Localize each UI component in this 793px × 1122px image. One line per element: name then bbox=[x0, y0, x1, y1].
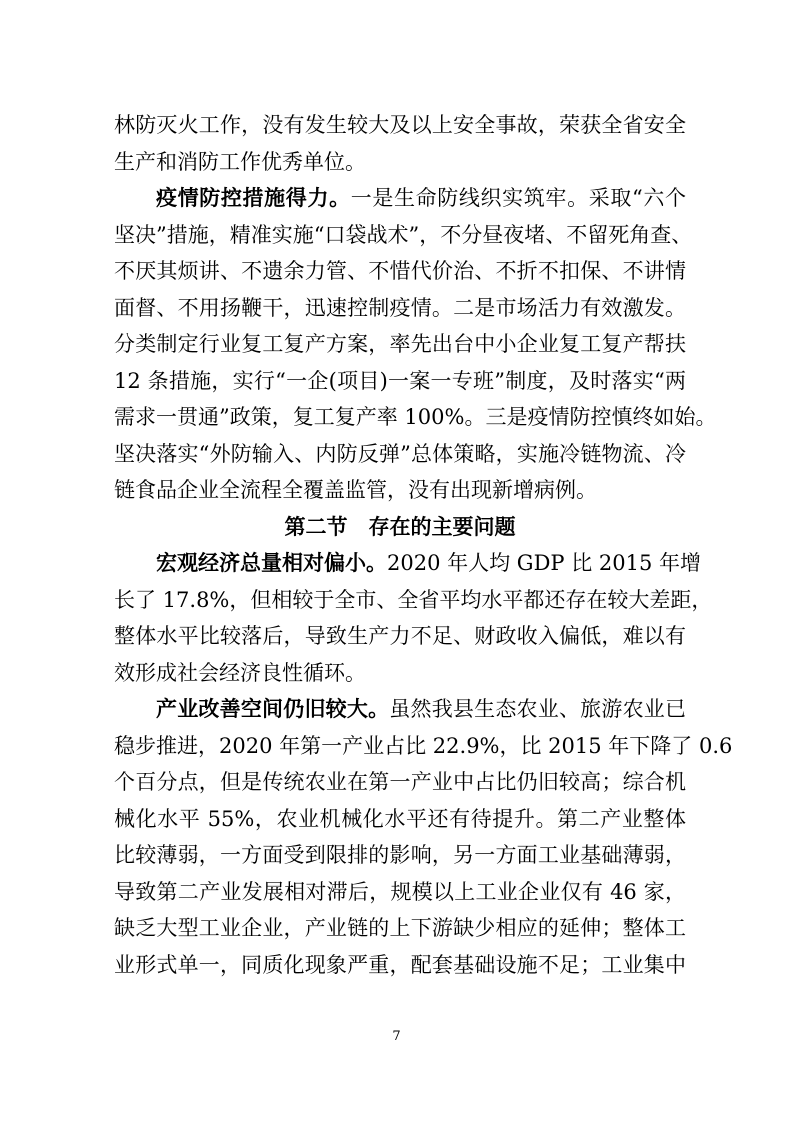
text-line: 整体水平比较落后，导致生产力不足、财政收入偏低，难以有 bbox=[114, 624, 686, 648]
text-line: 长了 17.8%，但相较于全市、全省平均水平都还存在较大差距， bbox=[114, 587, 713, 612]
text-line: 林防灭火工作，没有发生较大及以上安全事故，荣获全省安全 bbox=[114, 113, 686, 137]
text-line: 械化水平 55%，农业机械化水平还有待提升。第二产业整体 bbox=[114, 806, 686, 831]
text-line: 个百分点，但是传统农业在第一产业中占比仍旧较高；综合机 bbox=[114, 770, 686, 794]
paragraph-first-line bbox=[114, 696, 686, 723]
text-run: 2020 年人均 GDP 比 2015 年增 bbox=[387, 551, 702, 575]
text-line: 12 条措施，实行“一企(项目)一案一专班”制度，及时落实“两 bbox=[114, 368, 686, 393]
text-line: 坚决落实“外防输入、内防反弹”总体策略，实施冷链物流、冷 bbox=[114, 441, 686, 466]
text-line: 生产和消防工作优秀单位。 bbox=[114, 149, 366, 174]
paragraph-first-line bbox=[114, 185, 686, 212]
paragraph-heading: 疫情防控措施得力。 bbox=[156, 186, 351, 210]
document-page bbox=[114, 112, 733, 988]
text-line: 面督、不用扬鞭干，迅速控制疫情。二是市场活力有效激发。 bbox=[114, 295, 686, 320]
text-run: 一是生命防线织实筑牢。采取“六个 bbox=[350, 186, 686, 210]
text-line: 不厌其烦讲、不遗余力管、不惜代价治、不折不扣保、不讲情 bbox=[114, 259, 686, 283]
paragraph-heading: 宏观经济总量相对偏小。 bbox=[156, 551, 387, 575]
text-line: 稳步推进，2020 年第一产业占比 22.9%，比 2015 年下降了 0.6 bbox=[114, 733, 733, 758]
text-line: 分类制定行业复工复产方案，率先出台中小企业复工复产帮扶 bbox=[114, 332, 686, 356]
text-line: 导致第二产业发展相对滞后，规模以上工业企业仅有 46 家， bbox=[114, 879, 686, 904]
text-line: 链食品企业全流程全覆盖监管，没有出现新增病例。 bbox=[114, 478, 597, 502]
paragraph-heading: 产业改善空间仍旧较大。 bbox=[156, 697, 390, 721]
text-line: 需求一贯通”政策，复工复产率 100%。三是疫情防控慎终如始。 bbox=[114, 405, 717, 429]
text-line: 缺乏大型工业企业，产业链的上下游缺少相应的延伸；整体工 bbox=[114, 916, 686, 940]
page-number: 7 bbox=[392, 1029, 401, 1044]
text-run: 虽然我县生态农业、旅游农业已 bbox=[389, 697, 687, 721]
text-line: 坚决”措施，精准实施“口袋战术”，不分昼夜堵、不留死角查、 bbox=[114, 222, 693, 247]
paragraph-first-line bbox=[114, 550, 702, 577]
text-line: 比较薄弱，一方面受到限排的影响，另一方面工业基础薄弱， bbox=[114, 843, 686, 867]
section-title: 第二节 存在的主要问题 bbox=[284, 514, 516, 539]
text-line: 业形式单一，同质化现象严重，配套基础设施不足；工业集中 bbox=[114, 952, 686, 977]
text-line: 效形成社会经济良性循环。 bbox=[114, 660, 366, 685]
